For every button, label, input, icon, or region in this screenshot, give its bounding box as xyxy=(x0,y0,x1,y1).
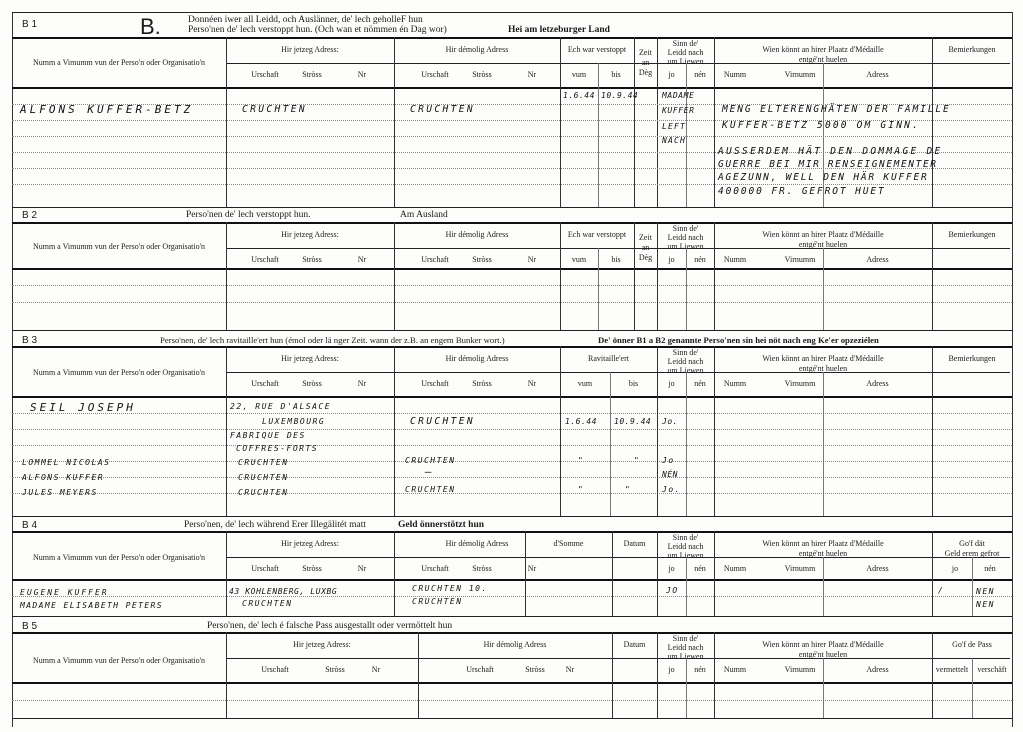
b3-r1-addr3: FABRIQUE DES xyxy=(230,431,306,440)
col-no: nén xyxy=(694,665,706,674)
col-medal: Wien könnt an hirer Plaatz d'Médaille xyxy=(762,640,884,649)
b1-medal-line2: KUFFER-BETZ 5000 OM GINN. xyxy=(722,120,920,131)
col-yes: jo xyxy=(668,255,675,264)
col-nr: Nr xyxy=(371,665,381,674)
col-no: nén xyxy=(694,255,706,264)
b1-alive-line4: NACH xyxy=(662,136,687,145)
b4-r1-alive: JO xyxy=(666,586,679,595)
col-nr: Nr xyxy=(527,379,537,388)
col-date-header: Datum xyxy=(623,640,646,649)
col-current-address-header: Hir jetzeg Adress: xyxy=(281,230,339,239)
col-alive: Leidd nach xyxy=(667,643,704,652)
b4-r1-name: EUGENE KUFFER xyxy=(20,588,109,597)
b3-r2-to: " xyxy=(634,456,641,465)
col-former-address-header: Hir démolig Adress xyxy=(483,640,547,649)
col-street: Stròss xyxy=(472,564,492,573)
col-alive: um Liewen xyxy=(667,57,704,66)
b3-r2-from: " xyxy=(578,456,585,465)
col-maddress: Adress xyxy=(866,665,889,674)
col-mname: Numm xyxy=(723,564,747,573)
col-name-header: Numm a Vimumm vun der Perso'n oder Organisatio'n xyxy=(32,553,206,562)
b1-alive-line3: LEFT xyxy=(662,122,687,131)
b1-medal-line1: MENG ELTERENGHÄTEN DER FAMILLE xyxy=(722,104,951,115)
col-name-header: Numm a Vimumm vun der Perso'n oder Organisatio'n xyxy=(32,368,206,377)
col-current-address-header: Hir jetzeg Adress: xyxy=(281,539,339,548)
col-locality: Urschaft xyxy=(251,255,279,264)
b1-medal-line5: AGEZUNN, WELL DEN HÄR KUFFER xyxy=(718,172,929,183)
col-current-address-header: Hir jetzeg Adress: xyxy=(281,45,339,54)
col-locality: Urschaft xyxy=(251,70,279,79)
b1-medal-line6: 400000 FR. GEFROT HUET xyxy=(718,186,886,197)
section-title-b3: Perso'nen, de' lech ravitaille'ert hun (émol oder lä nger Zeit. wann der z.B. an engem Bunker wort.) xyxy=(160,335,505,345)
col-locality: Urschaft xyxy=(421,255,449,264)
col-time: Zeit xyxy=(639,48,652,57)
col-name-header: Numm a Vimumm vun der Perso'n oder Organisatio'n xyxy=(32,58,206,67)
col-medal: Wien könnt an hirer Plaatz d'Médaille xyxy=(762,230,884,239)
col-from: vum xyxy=(571,255,587,264)
col-street: Stròss xyxy=(325,665,345,674)
form-letter: B. xyxy=(140,14,161,39)
b1-current-locality: CRUCHTEN xyxy=(242,104,307,115)
col-maddress: Adress xyxy=(866,564,889,573)
b1-alive-line1: MADAME xyxy=(662,91,695,100)
col-refund: Geld erem gefrot xyxy=(944,549,1000,558)
col-nr: Nr xyxy=(527,255,537,264)
b4-r1-former: CRUCHTEN 10. xyxy=(412,584,488,593)
col-to: bis xyxy=(628,379,639,388)
col-current-address-header: Hir jetzeg Adress: xyxy=(281,354,339,363)
col-mfirst: Virnumm xyxy=(784,70,816,79)
section-title-b4: Perso'nen, de' lech während Erer Illegälitét matt xyxy=(184,520,367,530)
col-street: Stròss xyxy=(302,255,322,264)
col-locality: Urschaft xyxy=(251,379,279,388)
col-alive: Leidd nach xyxy=(667,542,704,551)
col-locality: Urschaft xyxy=(421,70,449,79)
col-locality: Urschaft xyxy=(421,564,449,573)
col-yes: jo xyxy=(668,379,675,388)
col-maddress: Adress xyxy=(866,255,889,264)
col-former-address-header: Hir démolig Adress xyxy=(445,45,509,54)
col-former-address-header: Hir démolig Adress xyxy=(445,230,509,239)
col-nr: Nr xyxy=(527,564,537,573)
b3-r1-former: CRUCHTEN xyxy=(410,416,475,427)
col-locality: Urschaft xyxy=(466,665,494,674)
col-pass-header: Go'f de Pass xyxy=(952,640,992,649)
col-locality: Urschaft xyxy=(251,564,279,573)
section-code-b2: B 2 xyxy=(22,210,38,221)
col-nr: Nr xyxy=(527,70,537,79)
col-alive: Leidd nach xyxy=(667,357,704,366)
b3-r4-name: JULES MEYERS xyxy=(22,488,98,497)
col-street: Stròss xyxy=(472,70,492,79)
col-current-address-header: Hir jetzeg Adress: xyxy=(293,640,351,649)
col-mname: Numm xyxy=(723,665,747,674)
col-mname: Numm xyxy=(723,379,747,388)
col-pass-passed: vermettelt xyxy=(935,665,969,674)
col-yes: jo xyxy=(951,564,959,573)
col-maddress: Adress xyxy=(866,70,889,79)
col-medal: entgé'nt huelen xyxy=(798,55,848,64)
col-remarks: Bemierkungen xyxy=(948,45,996,54)
b3-r4-to: " xyxy=(625,485,632,494)
section-extra-b2: Am Ausland xyxy=(400,210,448,220)
section-code-b3: B 3 xyxy=(22,335,38,346)
b4-r1-addr: 43 KOHLENBERG, LUXBG xyxy=(229,587,338,596)
col-alive: um Liewen xyxy=(667,366,704,375)
col-nr: Nr xyxy=(357,70,367,79)
col-alive: Sinn de' xyxy=(672,533,699,542)
col-alive: um Liewen xyxy=(667,551,704,560)
col-medal: entgé'nt huelen xyxy=(798,549,848,558)
col-former-address-header: Hir démolig Adress xyxy=(445,539,509,548)
col-name-header: Numm a Vimumm vun der Perso'n oder Organisatio'n xyxy=(32,656,206,665)
col-from: vum xyxy=(577,379,593,388)
b1-alive-line2: KUFFER xyxy=(662,106,695,115)
col-time: Dèg xyxy=(638,253,653,262)
b3-r4-from: " xyxy=(578,485,585,494)
col-from: vum xyxy=(571,70,587,79)
b4-r2-name: MADAME ELISABETH PETERS xyxy=(20,601,163,610)
header-line-1: Donnéen iwer all Leidd, och Auslänner, de' lech geholleF hun xyxy=(188,15,423,25)
col-medal: Wien könnt an hirer Plaatz d'Médaille xyxy=(762,539,884,548)
col-alive: Sinn de' xyxy=(672,634,699,643)
col-former-address-header: Hir démolig Adress xyxy=(445,354,509,363)
col-medal: entgé'nt huelen xyxy=(798,650,848,659)
col-street: Stròss xyxy=(302,379,322,388)
b1-medal-line4: GUERRE BEI MIR RENSEIGNEMENTER xyxy=(718,159,938,170)
col-time: an xyxy=(641,58,650,67)
section-title-b2: Perso'nen de' lech verstoppt hun. xyxy=(186,210,311,220)
col-street: Stròss xyxy=(525,665,545,674)
b4-r2-former: CRUCHTEN xyxy=(412,597,463,606)
section-extra-b3: De' önner B1 a B2 genannte Perso'nen sin hei nöt nach eng Ke'er opzeziélen xyxy=(598,335,879,345)
col-supplied-header: Ravitaille'ert xyxy=(588,354,629,363)
col-medal: Wien könnt an hirer Plaatz d'Médaille xyxy=(762,354,884,363)
col-refund: Go'f dät xyxy=(959,539,985,548)
col-nr: Nr xyxy=(565,665,575,674)
b3-r4-alive: Jo. xyxy=(662,485,681,494)
b3-r3-former: — xyxy=(425,465,432,478)
col-remarks: Bemierkungen xyxy=(948,354,996,363)
section-extra-b4: Geld önnerstötzt hun xyxy=(398,520,485,530)
b3-r2-name: LOMMEL NICOLAS xyxy=(22,458,111,467)
col-street: Stròss xyxy=(302,70,322,79)
header-line-2b: Hei am letzeburger Land xyxy=(508,25,610,35)
b3-r1-to: 10.9.44 xyxy=(614,417,652,426)
col-to: bis xyxy=(611,70,621,79)
b4-r2-addr: CRUCHTEN xyxy=(242,599,293,608)
b3-r3-addr: CRUCHTEN xyxy=(238,473,289,482)
b3-r1-addr4: COFFRES-FORTS xyxy=(236,444,319,453)
col-nr: Nr xyxy=(357,255,367,264)
b3-r3-no: NÉN xyxy=(662,470,678,479)
b3-r4-former: CRUCHTEN xyxy=(405,485,456,494)
col-sum-header: d'Somme xyxy=(553,539,584,548)
col-pass-obtained: verschäft xyxy=(977,665,1007,674)
col-street: Stròss xyxy=(472,255,492,264)
b3-r1-addr1: 22, RUE D'ALSACE xyxy=(230,402,332,411)
col-medal: Wien könnt an hirer Plaatz d'Médaille xyxy=(762,45,884,54)
b1-from: 1.6.44 xyxy=(563,91,595,100)
b3-r2-former: CRUCHTEN xyxy=(405,456,456,465)
col-alive: Sinn de' xyxy=(672,348,699,357)
b4-r2-refund-no: NEN xyxy=(976,600,995,609)
col-name-header: Numm a Vimumm vun der Perso'n oder Organisatio'n xyxy=(32,242,206,251)
section-code-b1: B 1 xyxy=(22,19,38,30)
col-locality: Urschaft xyxy=(261,665,289,674)
col-mname: Numm xyxy=(723,255,747,264)
col-alive: Sinn de' xyxy=(672,224,699,233)
col-alive: um Liewen xyxy=(667,242,704,251)
col-yes: jo xyxy=(668,665,675,674)
col-alive: Leidd nach xyxy=(667,233,704,242)
b1-former-locality: CRUCHTEN xyxy=(410,104,475,115)
b4-r1-refund-no: NEN xyxy=(976,587,995,596)
col-medal: entgé'nt huelen xyxy=(798,240,848,249)
col-street: Stròss xyxy=(302,564,322,573)
b4-r1-refund-yes: / xyxy=(938,586,945,595)
section-code-b4: B 4 xyxy=(22,520,38,531)
col-alive: Leidd nach xyxy=(667,48,704,57)
b3-r2-addr: CRUCHTEN xyxy=(238,458,289,467)
col-locality: Urschaft xyxy=(421,379,449,388)
b1-medal-line3: AUSSERDEM HÄT DEN DOMMAGE DE xyxy=(718,146,943,157)
col-nr: Nr xyxy=(357,379,367,388)
col-no: nén xyxy=(984,564,996,573)
col-nr: Nr xyxy=(357,564,367,573)
col-time: an xyxy=(641,243,650,252)
col-remarks: Bemierkungen xyxy=(948,230,996,239)
col-mname: Numm xyxy=(723,70,747,79)
col-no: nén xyxy=(694,379,706,388)
col-yes: jo xyxy=(668,70,675,79)
col-medal: entgé'nt huelen xyxy=(798,364,848,373)
b3-r1-from: 1.6.44 xyxy=(565,417,597,426)
col-hidden-header: Ech war verstoppt xyxy=(567,45,627,54)
b3-r2-alive: Jo xyxy=(662,456,675,465)
b3-r4-addr: CRUCHTEN xyxy=(238,488,289,497)
col-mfirst: Virnumm xyxy=(784,379,816,388)
header-line-2: Perso'nen de' lech verstoppt hun. (Och wan et nömmen én Dag wor) xyxy=(188,25,447,35)
b3-r3-name: ALFONS KUFFER xyxy=(22,473,105,482)
col-to: bis xyxy=(611,255,621,264)
b1-name: ALFONS KUFFER-BETZ xyxy=(20,103,194,116)
col-hidden-header: Ech war verstoppt xyxy=(567,230,627,239)
col-no: nén xyxy=(694,70,706,79)
b1-to: 10.9.44 xyxy=(601,91,639,100)
b3-r1-addr2: LUXEMBOURG xyxy=(262,417,326,426)
col-mfirst: Virnumm xyxy=(784,564,816,573)
col-street: Stròss xyxy=(472,379,492,388)
col-mfirst: Virnumm xyxy=(784,255,816,264)
b3-r1-alive: Jo. xyxy=(662,417,678,426)
col-alive: Sinn de' xyxy=(672,39,699,48)
col-date-header: Datum xyxy=(623,539,646,548)
col-no: nén xyxy=(694,564,706,573)
section-title-b5: Perso'nen, de' lech é falsche Pass ausgestallt oder vermöttelt hun xyxy=(207,621,453,631)
col-time: Dèg xyxy=(638,68,653,77)
col-maddress: Adress xyxy=(866,379,889,388)
col-time: Zeit xyxy=(639,233,652,242)
col-mfirst: Virnumm xyxy=(784,665,816,674)
b3-r1-name: SEIL JOSEPH xyxy=(30,401,136,414)
col-alive: um Liewen xyxy=(667,652,704,661)
section-code-b5: B 5 xyxy=(22,621,38,632)
col-yes: jo xyxy=(668,564,675,573)
